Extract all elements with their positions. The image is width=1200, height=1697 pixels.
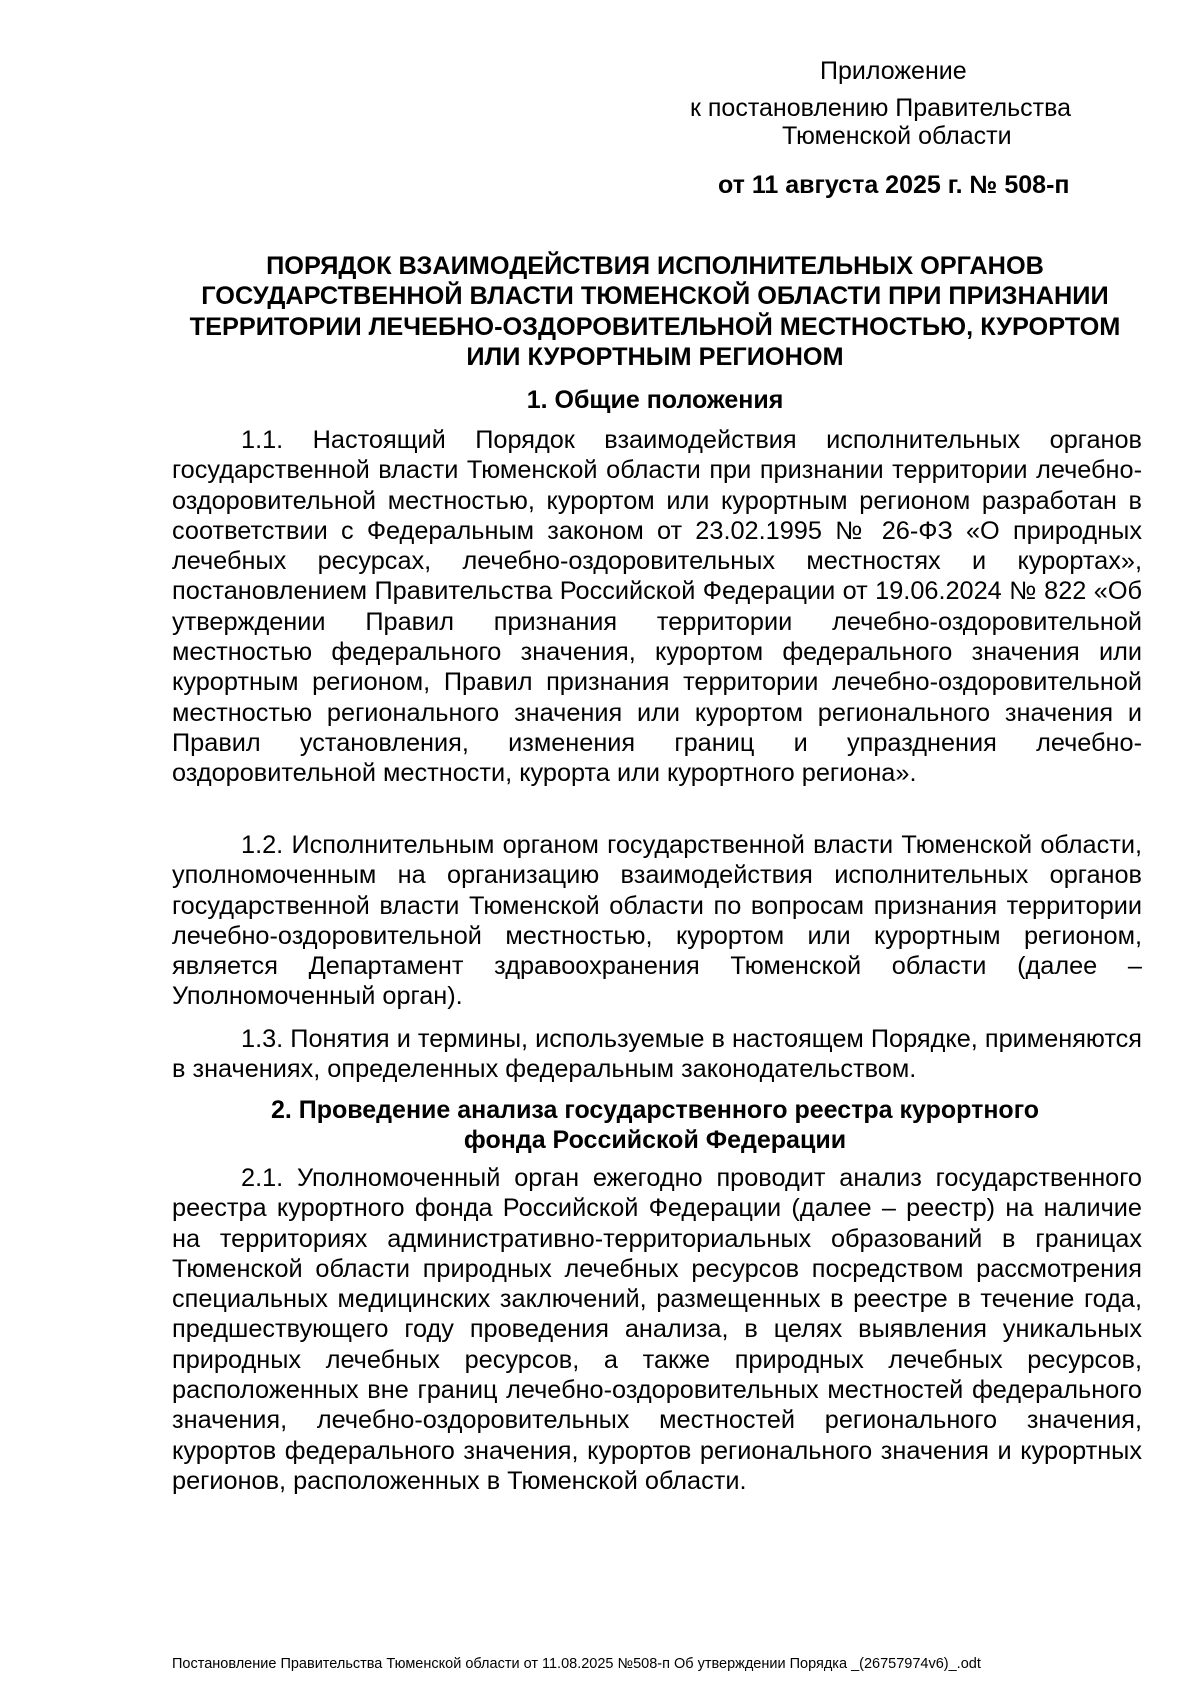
resolution-reference-line1: к постановлению Правительства (690, 94, 1072, 122)
resolution-reference-line2: Тюменской области (782, 122, 1012, 150)
resolution-date-number: от 11 августа 2025 г. № 508-п (718, 171, 1070, 199)
appendix-label: Приложение (820, 57, 967, 85)
section-2-heading-line: фонда Российской Федерации (463, 1126, 847, 1154)
paragraph-1-1: 1.1. Настоящий Порядок взаимодействия исполнительных органов государственной власти Тюменской области при признании территории лечебно-оздоровительной местностью, курортом или курортным регионом разработан в соответствии с Федеральным законом от 23.02.1995 № 26-ФЗ «О природных лечебных ресурсах, лечебно-оздоровительных местностях и курортах», постановлением Правительства Российской Федерации от 19.06.2024 № 822 «Об утверждении Правил признания территории лечебно-оздоровительной местностью федерального значения, курортом федерального значения или курортным регионом, Правил признания территории лечебно-оздоровительной местностью регионального значения или курортом регионального значения и Правил установления, изменения границ и упразднения лечебно-оздоровительной местности, курорта или курортного региона». (172, 426, 1142, 788)
paragraph-1-2: 1.2. Исполнительным органом государственной власти Тюменской области, уполномоченным на организацию взаимодействия исполнительных органов государственной власти Тюменской области по вопросам признания территории лечебно-оздоровительной местностью, курортом или курортным регионом, является Департамент здравоохранения Тюменской области (далее – Уполномоченный орган). (172, 831, 1142, 1011)
document-title (160, 251, 1150, 372)
title-line: ИЛИ КУРОРТНЫМ РЕГИОНОМ (466, 342, 844, 371)
section-2-heading-line: 2. Проведение анализа государственного реестра курортного (270, 1096, 1040, 1124)
title-line: ТЕРРИТОРИИ ЛЕЧЕБНО-ОЗДОРОВИТЕЛЬНОЙ МЕСТНОСТЬЮ, КУРОРТОМ (189, 312, 1121, 341)
paragraph-2-1: 2.1. Уполномоченный орган ежегодно проводит анализ государственного реестра курортного фонда Российской Федерации (далее – реестр) на наличие на территориях административно-территориальных образований в границах Тюменской области природных лечебных ресурсов посредством рассмотрения специальных медицинских заключений, размещенных в реестре в течение года, предшествующего году проведения анализа, в целях выявления уникальных природных лечебных ресурсов, а также природных лечебных ресурсов, расположенных вне границ лечебно-оздоровительных местностей федерального значения, лечебно-оздоровительных местностей регионального значения, курортов федерального значения, курортов регионального значения и курортных регионов, расположенных в Тюменской области. (172, 1164, 1142, 1495)
title-line: ПОРЯДОК ВЗАИМОДЕЙСТВИЯ ИСПОЛНИТЕЛЬНЫХ ОРГАНОВ (266, 252, 1044, 280)
paragraph-1-3: 1.3. Понятия и термины, используемые в настоящем Порядке, применяются в значениях, определенных федеральным законодательством. (172, 1025, 1142, 1084)
document-footer: Постановление Правительства Тюменской области от 11.08.2025 №508-п Об утверждении Порядка _(26757974v6)_.odt (172, 1656, 981, 1672)
section-1-heading: 1. Общие положения (526, 386, 784, 414)
title-line: ГОСУДАРСТВЕННОЙ ВЛАСТИ ТЮМЕНСКОЙ ОБЛАСТИ ПРИ ПРИЗНАНИИ (201, 282, 1109, 311)
section-2-heading (230, 1095, 1080, 1155)
